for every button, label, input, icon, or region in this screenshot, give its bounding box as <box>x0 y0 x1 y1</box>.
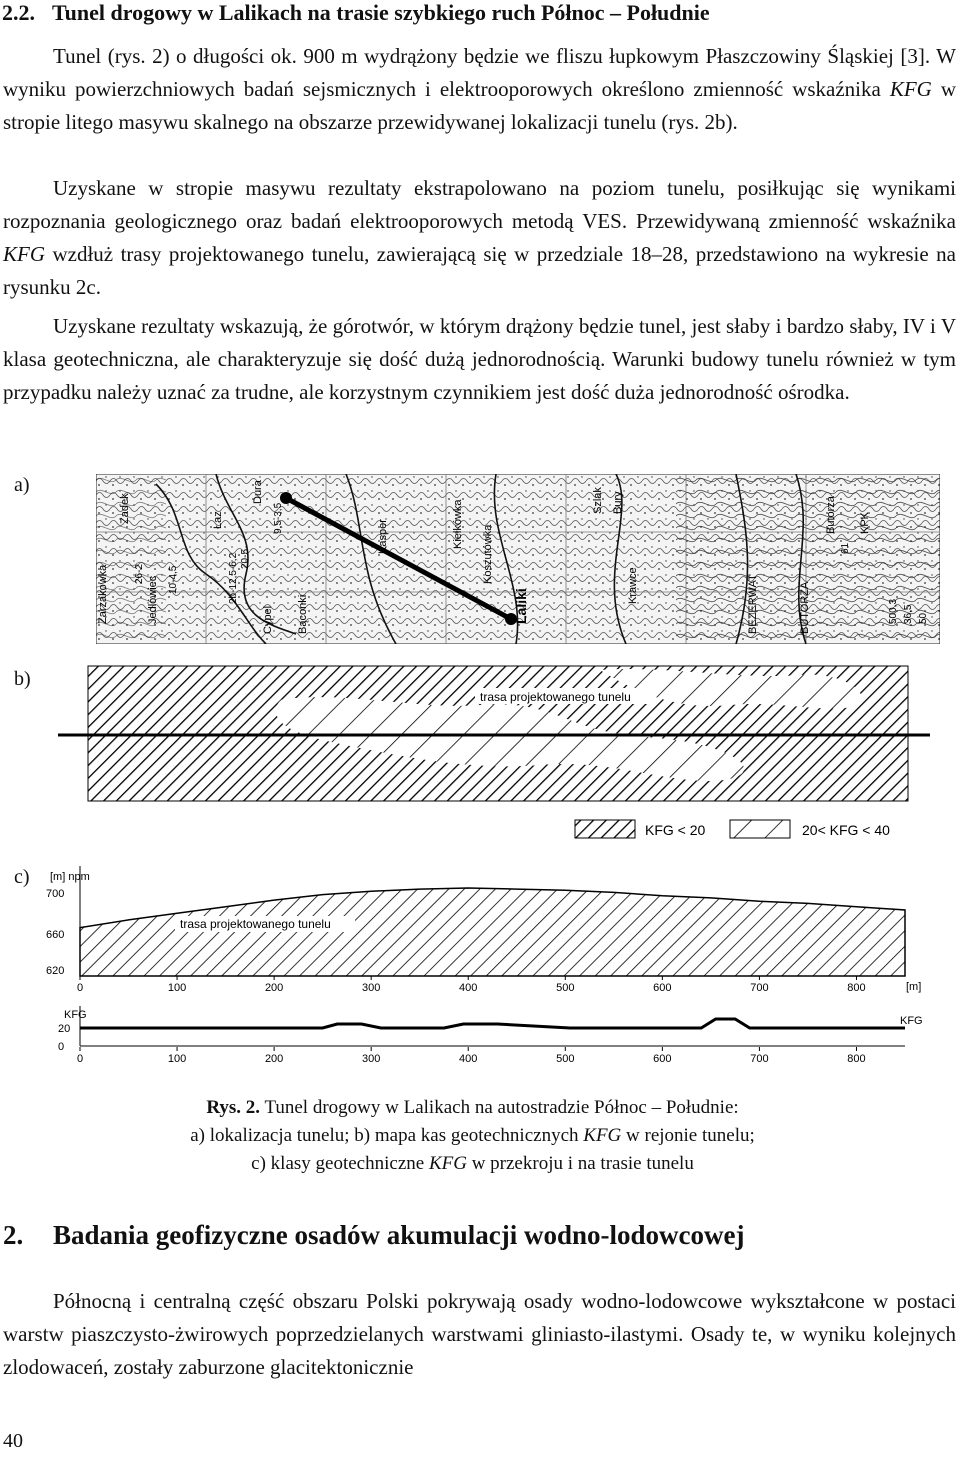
place-name: BUTORZA <box>799 581 811 634</box>
place-name: Kasper <box>377 519 389 554</box>
x-tick-label: 800 <box>847 1053 866 1065</box>
location-map <box>96 474 940 644</box>
route-label: trasa projektowanego tunelu <box>480 690 631 704</box>
page-number: 40 <box>3 1430 23 1452</box>
place-name: Kiełkówka <box>452 499 464 549</box>
height-mark: 2b-12,5-6,2 <box>228 552 239 604</box>
y-tick-label: 660 <box>46 929 65 941</box>
place-name: Krawce <box>627 567 639 604</box>
kfg-profile-chart <box>20 866 940 1071</box>
x-tick-label: 400 <box>459 982 478 994</box>
place-name: Jedlówiec <box>147 575 159 624</box>
kfg-axis-label: KFG <box>64 1009 87 1021</box>
place-name: Laliki <box>513 588 529 624</box>
height-mark: 9,5-3,5 <box>273 502 284 534</box>
section-2-paragraph: Północną i centralną część obszaru Polski pokrywają osady wodno-lodowcowe wykształcone w postaci warstw piaszczysto-żwirowych poprzedzielanych warstwami gliniasto-ilastymi. Osady te, w wyniku kolejnych zlodowaceń, zostały zaburzone glacitektonicznie <box>3 1289 956 1379</box>
legend-label: KFG < 20 <box>645 822 706 838</box>
paragraph-3: Uzyskane rezultaty wskazują, że górotwór, w którym drążony będzie tunel, jest słaby i bardzo słaby, IV i V klasa geotechniczna, ale charakteryzuje się dość dużą jednorodnością. Warunki budowy tunelu również w tym przypadku należy uznać za trudne, ale korzystnym czynnikiem jest dość duża jednorodność ośrodka. <box>3 314 956 404</box>
height-mark: 10-4,5 <box>168 565 179 594</box>
kfg-tick-label: 0 <box>58 1041 65 1053</box>
figure-caption: Rys. 2. Tunel drogowy w Lalikach na autostradzie Północ – Południe: a) lokalizacja tunelu; b) mapa kas geotechnicznych KFG w rejonie tunelu; c) klasy geotechniczne KFG w przekroju i na trasie tunelu <box>190 1097 755 1174</box>
height-mark: 50 <box>918 612 929 624</box>
route-label: trasa projektowanego tunelu <box>180 917 331 931</box>
legend-swatch-sparse <box>730 820 790 838</box>
place-name: Szlak <box>592 487 604 514</box>
kfg-line-chart <box>58 1006 923 1065</box>
place-name: Zadek <box>119 493 131 524</box>
y-tick-label: 620 <box>46 965 65 977</box>
legend-swatch-dense <box>575 820 635 838</box>
figure-label-a: a) <box>14 474 30 496</box>
x-tick-label: 500 <box>556 1053 575 1065</box>
place-name: Bąconki <box>297 594 309 634</box>
paragraph-2: Uzyskane w stropie masywu rezultaty ekstrapolowano na poziom tunelu, posiłkując się wynikami rozpoznania geologicznego oraz badań elektrooporowych metodą VES. Przewidywaną zmienność wskaźnika KFG wzdłuż trasy projektowanego tunelu, zawierającą się w przedziale 18–28, przedstawiono na wykresie na rysunku 2c. <box>3 176 956 299</box>
place-name: BEZERWAT <box>747 574 759 634</box>
section-title: Tunel drogowy w Lalikach na trasie szybkiego ruch Północ – Południe <box>52 0 710 25</box>
kfg-class-map <box>40 660 945 850</box>
x-tick-label: 700 <box>750 1053 769 1065</box>
x-tick-label: 800 <box>847 982 866 994</box>
x-tick-label: 100 <box>167 1053 187 1065</box>
figure-label-b: b) <box>14 668 31 690</box>
legend <box>575 820 890 838</box>
place-name: Dura <box>252 480 264 504</box>
section-number: 2.2. <box>2 0 35 25</box>
kfg-tick-label: 20 <box>58 1023 71 1035</box>
place-name: Zarzakowka <box>97 564 109 624</box>
legend-label: 20< KFG < 40 <box>802 822 890 838</box>
x-tick-label: 300 <box>361 1053 381 1065</box>
section-heading <box>2 0 710 26</box>
x-tick-label: 0 <box>76 982 84 994</box>
y-axis-unit: [m] npm <box>50 871 90 883</box>
x-tick-label: 300 <box>361 982 381 994</box>
place-name: Koszutówka <box>482 524 494 584</box>
height-mark: 20-5 <box>240 548 251 569</box>
height-mark: 26-2 <box>134 563 145 584</box>
elevation-profile <box>46 866 921 994</box>
x-tick-label: 100 <box>167 982 187 994</box>
place-name: Butorza <box>825 496 837 534</box>
height-mark: 36,5 <box>903 604 914 624</box>
place-name: KPK <box>859 511 871 534</box>
y-tick-label: 700 <box>46 888 65 900</box>
x-tick-label: 200 <box>264 982 284 994</box>
x-axis-unit: [m] <box>906 981 922 993</box>
section-2-heading: 2. Badania geofizyczne osadów akumulacji wodno-lodowcowej <box>3 1220 745 1250</box>
place-name: Cypel <box>262 605 274 634</box>
paragraph-1: Tunel (rys. 2) o długości ok. 900 m wydrążony będzie we fliszu łupkowym Płaszczowiny Śląskiej [3]. W wyniku powierzchniowych badań sejsmicznych i elektrooporowych określono zmienność wskaźnika KFG w stropie litego masywu skalnego na obszarze przewidywanej lokalizacji tunelu (rys. 2b). <box>3 44 956 134</box>
x-tick-label: 0 <box>76 1053 84 1065</box>
kfg-series-line <box>80 1019 905 1028</box>
x-tick-label: 600 <box>653 1053 672 1065</box>
x-tick-label: 500 <box>556 982 575 994</box>
height-mark: 61 <box>840 542 851 554</box>
x-tick-label: 400 <box>459 1053 478 1065</box>
height-mark: 500,3 <box>888 598 899 624</box>
x-tick-label: 200 <box>264 1053 284 1065</box>
place-name: Łaz <box>212 511 224 529</box>
kfg-line-label: KFG <box>900 1015 923 1027</box>
figure-label-c: c) <box>14 866 30 888</box>
x-tick-label: 600 <box>653 982 672 994</box>
x-tick-label: 700 <box>750 982 769 994</box>
place-name: Bury <box>612 491 624 514</box>
